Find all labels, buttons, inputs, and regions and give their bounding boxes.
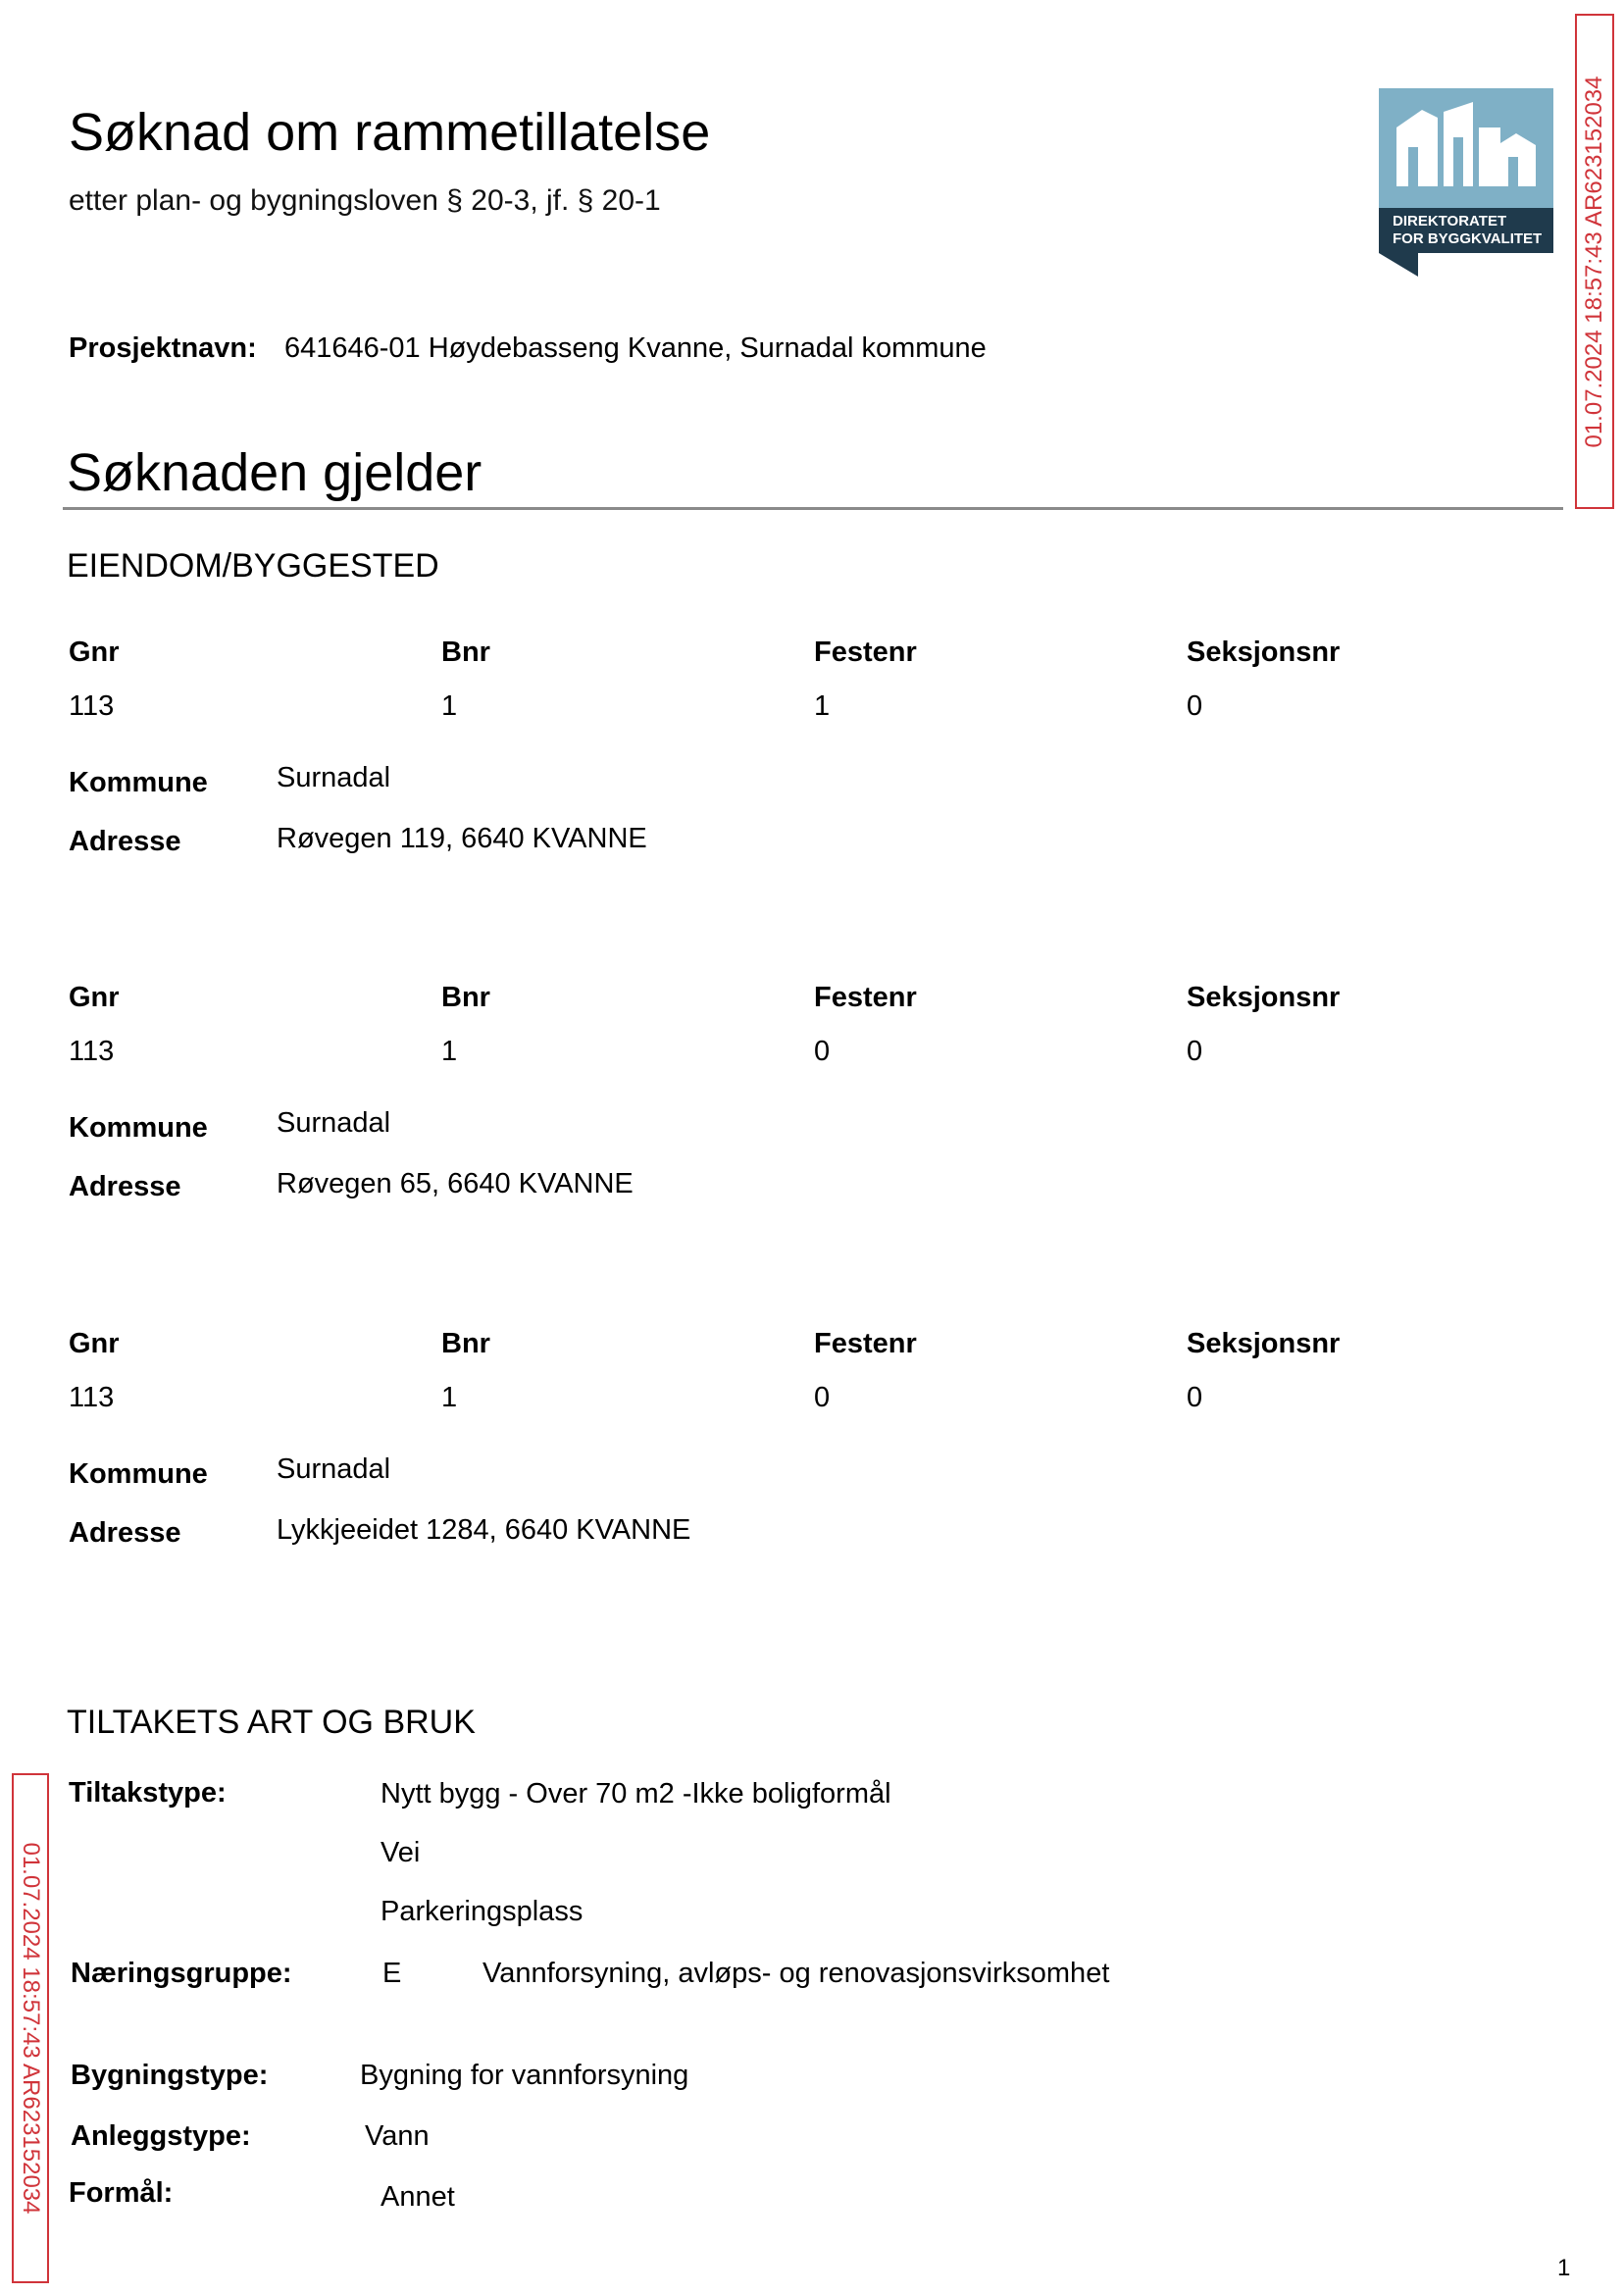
logo-text-line2: FOR BYGGKVALITET (1393, 230, 1543, 247)
kommune-label: Kommune (69, 1112, 208, 1144)
naeringsgruppe-label: Næringsgruppe: (71, 1958, 292, 1989)
page-number: 1 (1557, 2255, 1571, 2281)
bygningstype-label: Bygningstype: (71, 2060, 269, 2091)
kommune-label: Kommune (69, 767, 208, 798)
col-bnr-label: Bnr (441, 637, 490, 668)
stamp-text: 01.07.2024 18:57:43 AR623152034 (1581, 75, 1607, 448)
adresse-value: Lykkjeeidet 1284, 6640 KVANNE (277, 1514, 691, 1546)
col-bnr-label: Bnr (441, 1328, 490, 1359)
kommune-value: Surnadal (277, 762, 391, 793)
tiltakstype-label: Tiltakstype: (69, 1777, 227, 1809)
col-festenr-label: Festenr (814, 637, 917, 668)
col-gnr-label: Gnr (69, 982, 120, 1013)
adresse-value: Røvegen 119, 6640 KVANNE (277, 823, 647, 854)
adresse-value: Røvegen 65, 6640 KVANNE (277, 1168, 634, 1199)
col-bnr-label: Bnr (441, 982, 490, 1013)
seksjonsnr-value: 0 (1187, 690, 1203, 722)
adresse-label: Adresse (69, 1171, 181, 1202)
tiltakstype-value: Parkeringsplass (381, 1896, 584, 1927)
formaal-value: Annet (381, 2181, 455, 2213)
formaal-label: Formål: (69, 2177, 174, 2209)
kommune-value: Surnadal (277, 1107, 391, 1139)
gnr-value: 113 (69, 690, 115, 722)
dibk-logo (1379, 88, 1553, 277)
festenr-value: 0 (814, 1036, 831, 1067)
gnr-value: 113 (69, 1382, 115, 1413)
col-gnr-label: Gnr (69, 1328, 120, 1359)
festenr-value: 0 (814, 1382, 831, 1413)
tiltakstype-value: Nytt bygg - Over 70 m2 -Ikke boligformål (381, 1778, 891, 1810)
adresse-label: Adresse (69, 826, 181, 857)
col-festenr-label: Festenr (814, 982, 917, 1013)
bnr-value: 1 (441, 690, 458, 722)
bnr-value: 1 (441, 1036, 458, 1067)
kommune-label: Kommune (69, 1458, 208, 1490)
anleggstype-label: Anleggstype: (71, 2120, 251, 2152)
col-festenr-label: Festenr (814, 1328, 917, 1359)
bnr-value: 1 (441, 1382, 458, 1413)
project-name-label: Prosjektnavn: (69, 332, 257, 364)
anleggstype-value: Vann (365, 2120, 430, 2152)
col-seksjonsnr-label: Seksjonsnr (1187, 637, 1341, 668)
naeringsgruppe-text: Vannforsyning, avløps- og renovasjonsvirksomhet (482, 1958, 1110, 1989)
timestamp-stamp-right (1575, 14, 1614, 509)
bygningstype-value: Bygning for vannforsyning (360, 2060, 689, 2091)
col-seksjonsnr-label: Seksjonsnr (1187, 1328, 1341, 1359)
col-gnr-label: Gnr (69, 637, 120, 668)
document-subtitle: etter plan- og bygningsloven § 20-3, jf. § 20-1 (69, 184, 661, 217)
seksjonsnr-value: 0 (1187, 1382, 1203, 1413)
timestamp-stamp-left (12, 1773, 49, 2283)
section-divider (63, 507, 1563, 510)
festenr-value: 1 (814, 690, 831, 722)
kommune-value: Surnadal (277, 1453, 391, 1485)
logo-text-line1: DIREKTORATET (1393, 213, 1507, 229)
naeringsgruppe-code: E (382, 1958, 402, 1989)
gnr-value: 113 (69, 1036, 115, 1067)
tiltak-heading: TILTAKETS ART OG BRUK (67, 1704, 476, 1741)
adresse-label: Adresse (69, 1517, 181, 1549)
project-name-value: 641646-01 Høydebasseng Kvanne, Surnadal kommune (284, 332, 987, 364)
section-title: Søknaden gjelder (67, 443, 482, 502)
property-heading: EIENDOM/BYGGESTED (67, 547, 439, 585)
seksjonsnr-value: 0 (1187, 1036, 1203, 1067)
tiltakstype-value: Vei (381, 1837, 421, 1868)
col-seksjonsnr-label: Seksjonsnr (1187, 982, 1341, 1013)
stamp-text: 01.07.2024 18:57:43 AR623152034 (18, 1842, 44, 2215)
document-title: Søknad om rammetillatelse (69, 103, 711, 162)
